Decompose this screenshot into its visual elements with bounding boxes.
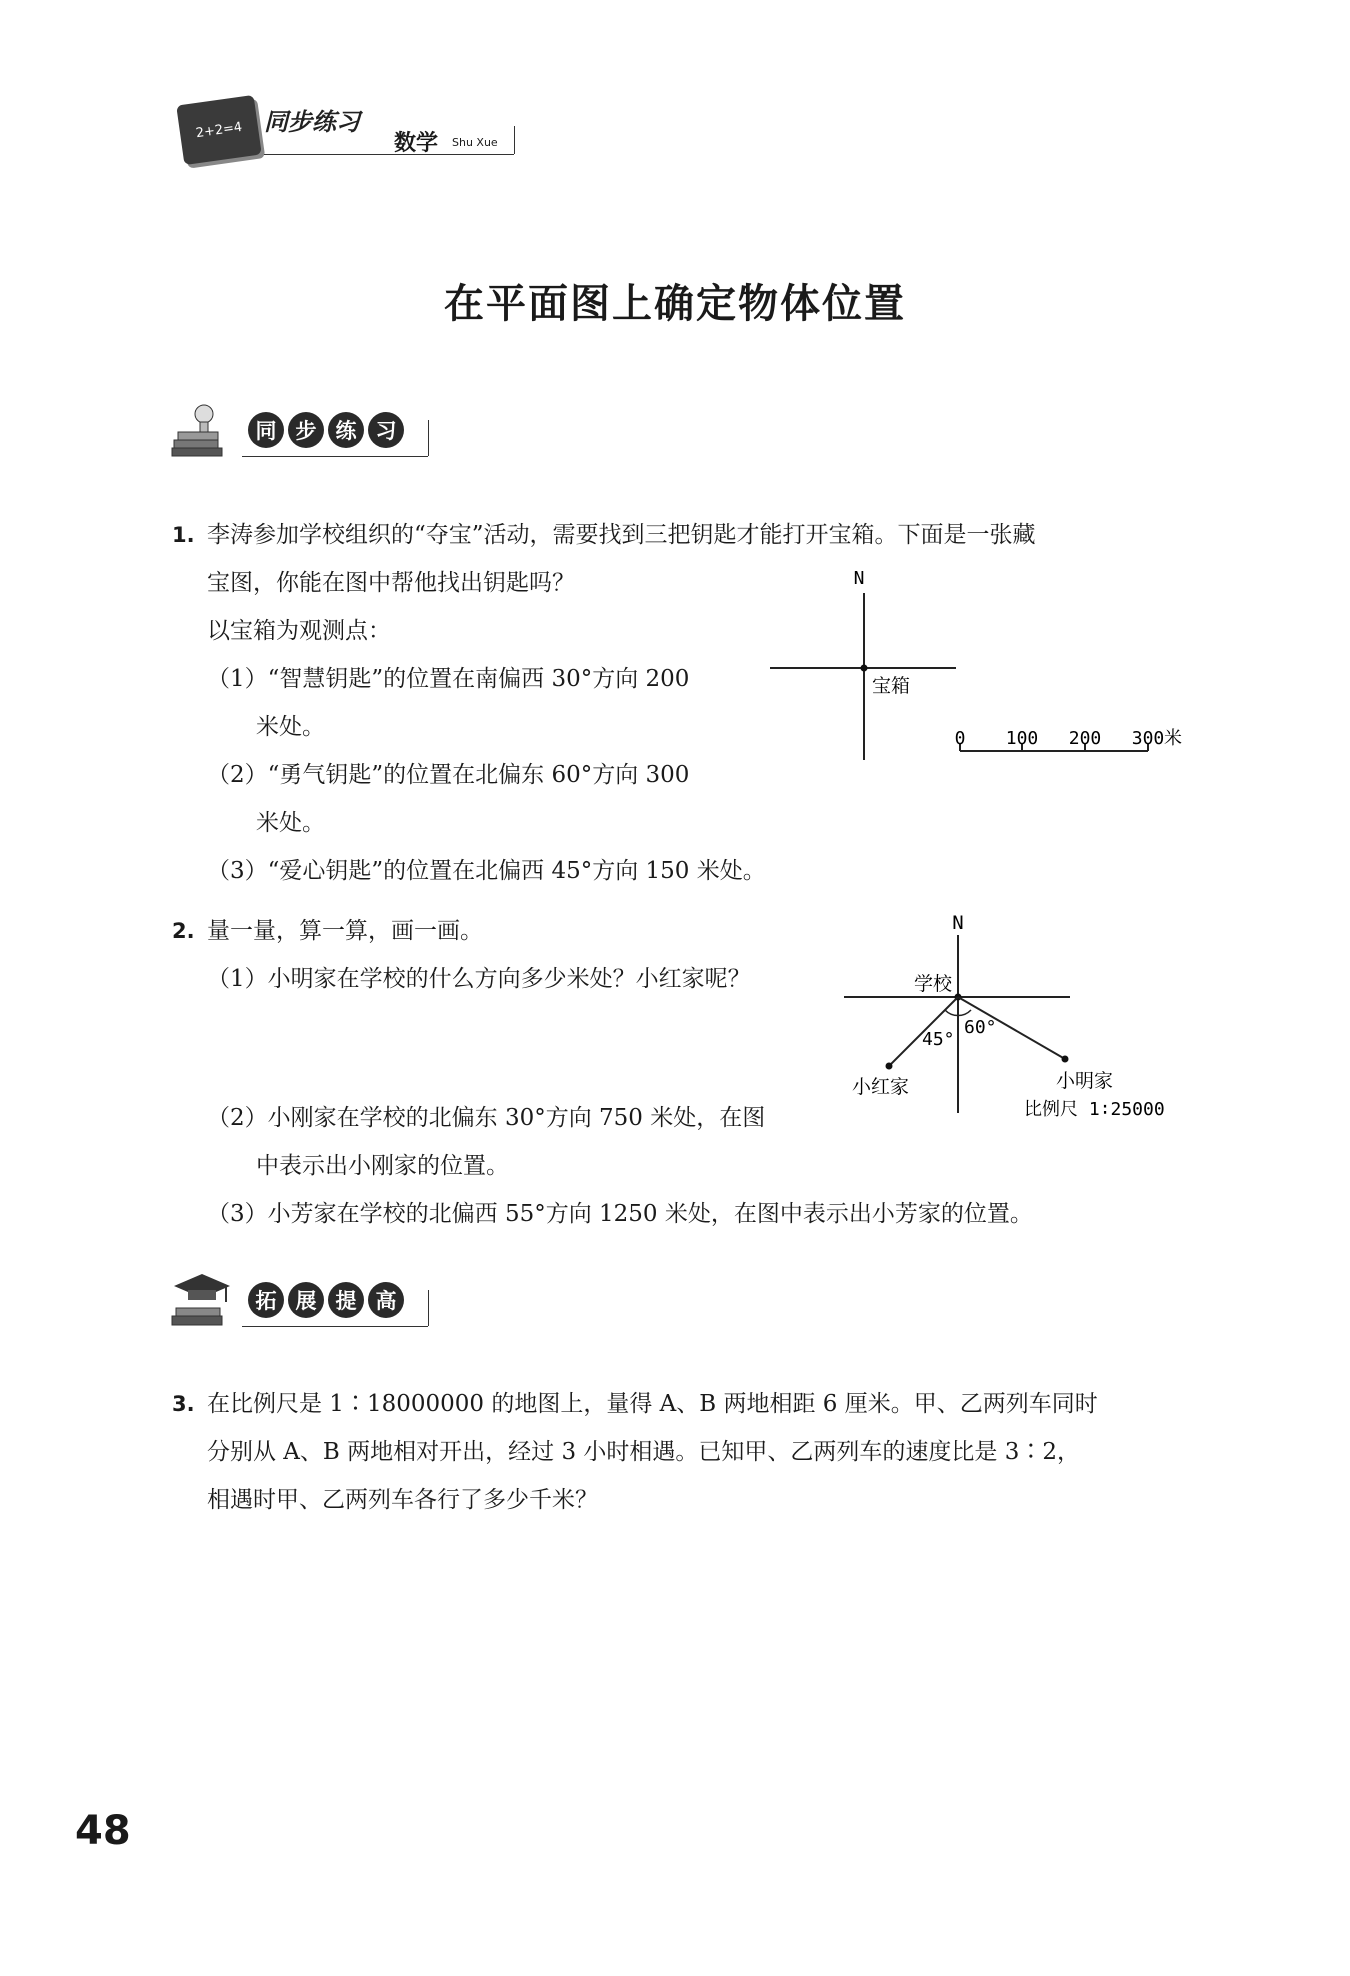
q2-part2: （2）小刚家在学校的北偏东 30°方向 750 米处，在图 — [207, 1105, 766, 1131]
page-title: 在平面图上确定物体位置 — [444, 280, 906, 327]
section-divider — [428, 420, 429, 456]
section-header-extension — [170, 1270, 450, 1340]
question-2-number — [172, 907, 195, 955]
chalkboard-text: 2+2=4 — [194, 119, 244, 141]
section-badge: 高 — [368, 1282, 404, 1318]
section-underline — [242, 1326, 428, 1327]
q3-line1: 在比例尺是 1∶18000000 的地图上，量得 A、B 两地相距 6 厘米。甲、乙两列车同时 — [207, 1391, 1098, 1417]
q2-line1: 量一量，算一算，画一画。 — [207, 918, 483, 944]
chalkboard-icon — [176, 95, 262, 165]
question-number: 3. — [172, 1392, 195, 1416]
section-badge: 同 — [248, 412, 284, 448]
xiaoming-home-point — [1062, 1056, 1069, 1063]
treasure-box-point — [861, 665, 868, 672]
q2-part3: （3）小芳家在学校的北偏西 55°方向 1250 米处，在图中表示出小芳家的位置。 — [207, 1201, 1033, 1227]
xiaohong-home-point — [886, 1063, 893, 1070]
section-badge: 练 — [328, 412, 364, 448]
header-divider — [514, 126, 515, 154]
q2-part1: （1）小明家在学校的什么方向多少米处？小红家呢？ — [207, 966, 751, 992]
section-header-practice — [170, 400, 450, 470]
subject-pinyin: Shu Xue — [452, 136, 498, 149]
angle-60-label: 60° — [964, 1017, 997, 1038]
scale-label: 100 — [1005, 728, 1039, 749]
q1-part2-cont: 米处。 — [256, 810, 325, 836]
book-header — [180, 96, 520, 176]
scale-label: 0 — [954, 728, 966, 749]
q1-line2: 宝图，你能在图中帮他找出钥匙吗？ — [207, 570, 575, 596]
section-badge: 拓 — [248, 1282, 284, 1318]
section-divider — [428, 1290, 429, 1326]
question-number: 1. — [172, 523, 195, 547]
school-map-diagram — [830, 905, 1210, 1125]
question-3-number — [172, 1380, 195, 1428]
question-number: 2. — [172, 919, 195, 943]
q1-line3: 以宝箱为观测点： — [207, 618, 391, 644]
angle-45-label: 45° — [922, 1029, 955, 1050]
q2-part2-cont: 中表示出小刚家的位置。 — [256, 1153, 509, 1179]
section-badge: 步 — [288, 412, 324, 448]
page-number: 48 — [75, 1808, 131, 1854]
q1-part2: （2）“勇气钥匙”的位置在北偏东 60°方向 300 — [207, 762, 690, 788]
q3-line3: 相遇时甲、乙两列车各行了多少千米？ — [207, 1487, 598, 1513]
treasure-map-diagram — [760, 560, 1200, 770]
north-label: N — [853, 568, 865, 589]
school-label: 学校 — [914, 973, 953, 995]
treasure-box-label: 宝箱 — [872, 675, 911, 697]
books-lamp-icon — [170, 400, 232, 462]
series-title: 同步练习 — [264, 108, 360, 136]
q1-part1: （1）“智慧钥匙”的位置在南偏西 30°方向 200 — [207, 666, 690, 692]
section-badges — [248, 412, 404, 448]
map-scale: 比例尺 1∶25000 — [1024, 1099, 1165, 1120]
q1-part3: （3）“爱心钥匙”的位置在北偏西 45°方向 150 米处。 — [207, 858, 766, 884]
subject-label: 数学 — [394, 131, 439, 156]
section-badge: 提 — [328, 1282, 364, 1318]
scale-label: 200 — [1068, 728, 1102, 749]
scale-label: 300 — [1131, 728, 1165, 749]
graduation-cap-books-icon — [170, 1270, 232, 1332]
section-underline — [242, 456, 428, 457]
question-1-number — [172, 511, 195, 559]
xiaoming-home-label: 小明家 — [1056, 1070, 1114, 1092]
section-badge: 习 — [368, 412, 404, 448]
xiaohong-home-label: 小红家 — [852, 1076, 910, 1098]
scale-unit: 米 — [1164, 728, 1182, 749]
q3-line2: 分别从 A、B 两地相对开出，经过 3 小时相遇。已知甲、乙两列车的速度比是 3∶2， — [207, 1439, 1080, 1465]
section-badges — [248, 1282, 404, 1318]
header-underline — [264, 154, 514, 155]
q1-line1: 李涛参加学校组织的“夺宝”活动，需要找到三把钥匙才能打开宝箱。下面是一张藏 — [207, 522, 1036, 548]
section-badge: 展 — [288, 1282, 324, 1318]
q1-part1-cont: 米处。 — [256, 714, 325, 740]
north-label: N — [952, 912, 964, 934]
